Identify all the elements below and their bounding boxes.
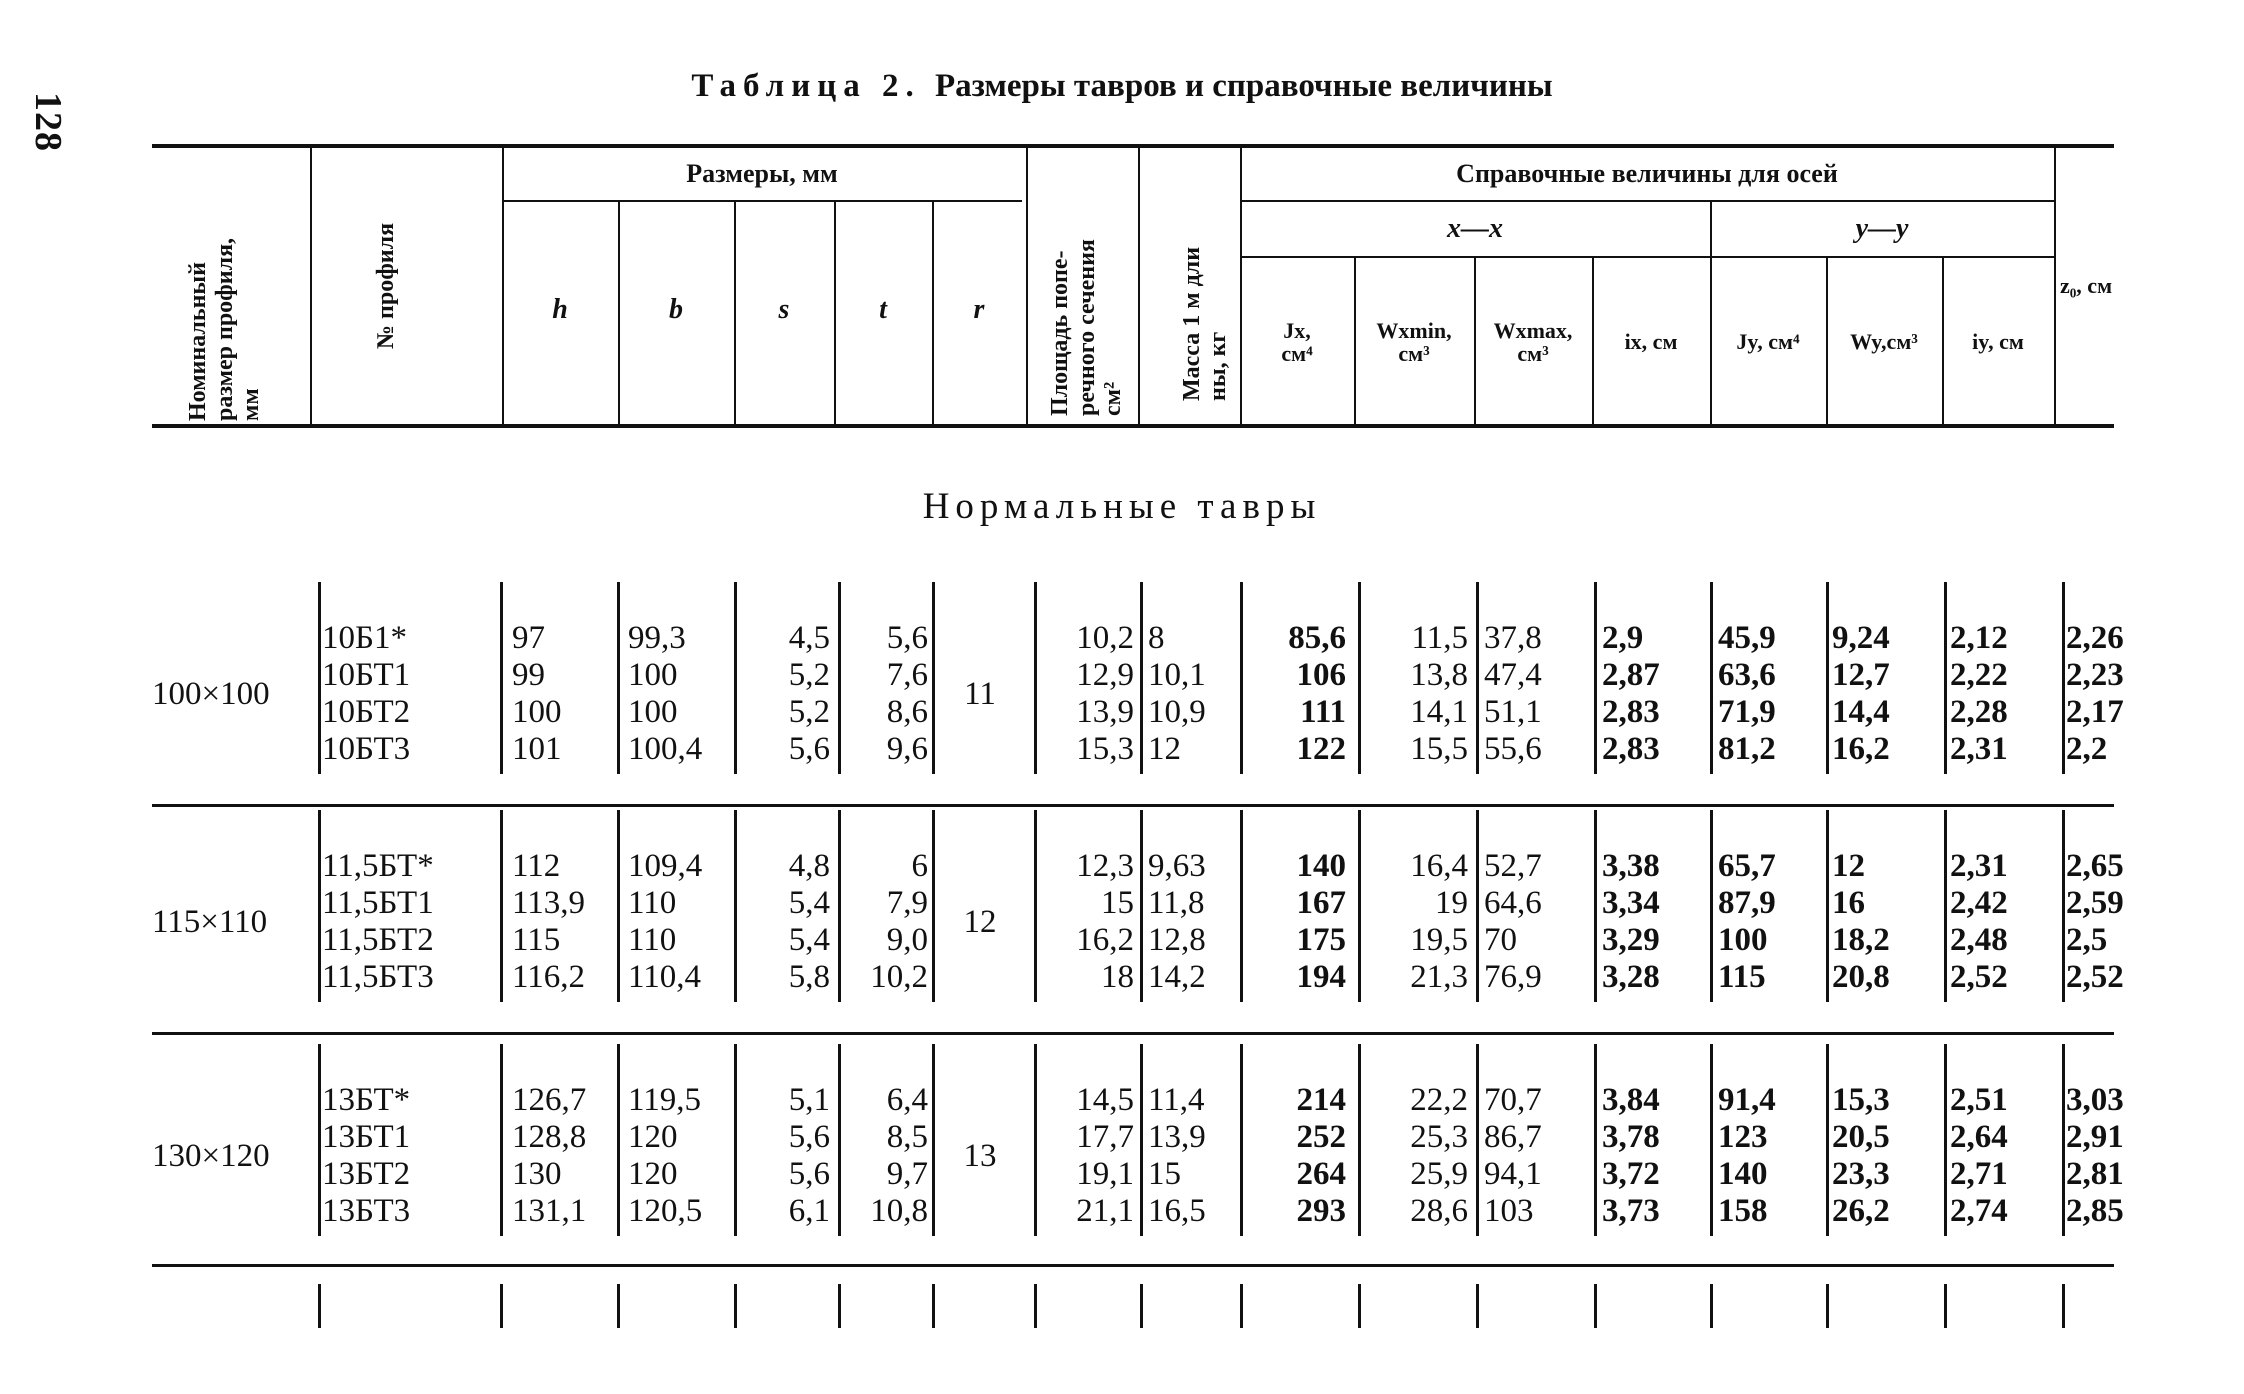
table-cell-wy: 20,8 xyxy=(1832,959,1890,995)
table-cell-jx: 106 xyxy=(1296,657,1346,693)
table-cell-area: 16,2 xyxy=(1076,922,1134,958)
table-cell-iy: 2,52 xyxy=(1950,959,2008,995)
table-cell-profile: 11,5БТ* xyxy=(322,848,434,884)
table-cell-jx: 85,6 xyxy=(1288,620,1346,656)
column-separator xyxy=(1944,1044,1947,1236)
column-separator xyxy=(1944,582,1947,774)
table-cell-t: 9,0 xyxy=(886,922,928,958)
table-cell-iy: 2,71 xyxy=(1950,1156,2008,1192)
table-cell-iy: 2,42 xyxy=(1950,885,2008,921)
table-cell-jx: 194 xyxy=(1296,959,1346,995)
table-cell-area: 12,9 xyxy=(1076,657,1134,693)
header-divider xyxy=(310,146,312,424)
table-cell-t: 10,2 xyxy=(870,959,928,995)
column-separator xyxy=(838,810,841,1002)
column-separator xyxy=(1710,582,1713,774)
table-cell-wxmin: 28,6 xyxy=(1410,1193,1468,1229)
table-cell-wxmin: 25,9 xyxy=(1410,1156,1468,1192)
table-cell-profile: 10Б1* xyxy=(322,620,407,656)
table-cell-profile: 11,5БТ2 xyxy=(322,922,434,958)
table-cell-t: 6 xyxy=(911,848,928,884)
column-separator xyxy=(1140,810,1143,1002)
dimensions-subrule xyxy=(502,200,1022,202)
column-separator xyxy=(1944,1284,1947,1328)
table-cell-z0: 2,2 xyxy=(2066,731,2108,767)
group-radius-r: 11 xyxy=(964,675,996,712)
table-cell-t: 7,9 xyxy=(886,885,928,921)
table-cell-s: 6,1 xyxy=(788,1193,830,1229)
table-cell-s: 5,6 xyxy=(788,1119,830,1155)
column-separator xyxy=(1034,1284,1037,1328)
column-separator xyxy=(1594,810,1597,1002)
table-cell-z0: 3,03 xyxy=(2066,1082,2124,1118)
column-separator xyxy=(500,582,503,774)
table-cell-profile: 10БТ1 xyxy=(322,657,411,693)
column-separator xyxy=(932,1284,935,1328)
table-cell-h: 130 xyxy=(512,1156,562,1192)
table-cell-iy: 2,31 xyxy=(1950,848,2008,884)
table-cell-b: 110 xyxy=(628,885,677,921)
table-cell-wxmin: 21,3 xyxy=(1410,959,1468,995)
table-cell-jy: 158 xyxy=(1718,1193,1768,1229)
table-cell-wxmax: 55,6 xyxy=(1484,731,1542,767)
table-cell-wxmax: 51,1 xyxy=(1484,694,1542,730)
table-cell-area: 19,1 xyxy=(1076,1156,1134,1192)
table-cell-s: 5,8 xyxy=(788,959,830,995)
table-cell-jx: 175 xyxy=(1296,922,1346,958)
table-cell-s: 5,4 xyxy=(788,922,830,958)
header-cross-section-area: Площадь попе- речного сечения см² xyxy=(1047,239,1127,416)
table-cell-wy: 15,3 xyxy=(1832,1082,1890,1118)
table-cell-h: 99 xyxy=(512,657,545,693)
table-cell-profile: 11,5БТ1 xyxy=(322,885,434,921)
table-cell-wxmin: 16,4 xyxy=(1410,848,1468,884)
table-cell-z0: 2,81 xyxy=(2066,1156,2124,1192)
table-cell-h: 97 xyxy=(512,620,545,656)
column-separator xyxy=(500,1044,503,1236)
table-cell-wxmin: 11,5 xyxy=(1411,620,1468,656)
column-separator xyxy=(1240,1044,1243,1236)
table-cell-wxmin: 19,5 xyxy=(1410,922,1468,958)
table-cell-b: 100 xyxy=(628,694,678,730)
column-separator xyxy=(932,1044,935,1236)
table-cell-h: 112 xyxy=(512,848,561,884)
column-separator xyxy=(2062,1044,2065,1236)
table-cell-ix: 3,29 xyxy=(1602,922,1660,958)
table-cell-area: 10,2 xyxy=(1076,620,1134,656)
column-separator xyxy=(838,1284,841,1328)
table-cell-profile: 13БТ1 xyxy=(322,1119,411,1155)
header-dim-r: r xyxy=(973,294,985,325)
table-cell-jy: 87,9 xyxy=(1718,885,1776,921)
table-cell-ix: 3,78 xyxy=(1602,1119,1660,1155)
table-cell-jx: 140 xyxy=(1296,848,1346,884)
table-cell-z0: 2,17 xyxy=(2066,694,2124,730)
header-wy: Wy,см³ xyxy=(1850,329,1918,355)
header-iy: iy, см xyxy=(1972,329,2024,355)
table-cell-wxmax: 37,8 xyxy=(1484,620,1542,656)
table-cell-profile: 10БТ3 xyxy=(322,731,411,767)
table-cell-mass: 11,4 xyxy=(1148,1082,1205,1118)
page-number: 128 xyxy=(27,92,69,152)
column-separator xyxy=(734,1284,737,1328)
table-cell-mass: 12 xyxy=(1148,731,1181,767)
column-separator xyxy=(734,1044,737,1236)
table-cell-jx: 293 xyxy=(1296,1193,1346,1229)
header-ix: ix, см xyxy=(1624,329,1678,355)
table-cell-t: 8,5 xyxy=(886,1119,928,1155)
table-cell-s: 5,2 xyxy=(788,694,830,730)
table-cell-ix: 3,84 xyxy=(1602,1082,1660,1118)
header-dim-h: h xyxy=(552,294,568,325)
table-cell-area: 14,5 xyxy=(1076,1082,1134,1118)
column-separator xyxy=(734,582,737,774)
header-axis-xx: x—x xyxy=(1447,213,1503,244)
table-cell-wxmin: 13,8 xyxy=(1410,657,1468,693)
table-cell-t: 9,7 xyxy=(886,1156,928,1192)
column-separator xyxy=(617,810,620,1002)
table-cell-t: 7,6 xyxy=(886,657,928,693)
table-cell-mass: 13,9 xyxy=(1148,1119,1206,1155)
header-wx-max: Wxmax, см³ xyxy=(1493,317,1573,366)
caption-lead: Таблица 2. xyxy=(691,68,921,104)
group-nominal-size: 100×100 xyxy=(152,675,270,712)
table-cell-mass: 16,5 xyxy=(1148,1193,1206,1229)
table-cell-jy: 140 xyxy=(1718,1156,1768,1192)
column-separator xyxy=(1476,810,1479,1002)
header-z0: z₀, см xyxy=(2059,273,2113,299)
table-cell-h: 126,7 xyxy=(512,1082,587,1118)
table-cell-h: 131,1 xyxy=(512,1193,587,1229)
column-separator xyxy=(500,810,503,1002)
header-axis-yy: y—y xyxy=(1855,213,1909,244)
table-cell-iy: 2,64 xyxy=(1950,1119,2008,1155)
table-cell-iy: 2,48 xyxy=(1950,922,2008,958)
table-cell-mass: 15 xyxy=(1148,1156,1181,1192)
column-separator xyxy=(1240,582,1243,774)
table-cell-profile: 13БТ3 xyxy=(322,1193,411,1229)
column-separator xyxy=(318,810,321,1002)
table-cell-area: 15,3 xyxy=(1076,731,1134,767)
header-reference-group: Справочные величины для осей xyxy=(1456,159,1838,188)
table-cell-z0: 2,23 xyxy=(2066,657,2124,693)
table-cell-jx: 122 xyxy=(1296,731,1346,767)
table-cell-mass: 12,8 xyxy=(1148,922,1206,958)
table-cell-iy: 2,31 xyxy=(1950,731,2008,767)
table-cell-t: 10,8 xyxy=(870,1193,928,1229)
table-cell-profile: 13БТ2 xyxy=(322,1156,411,1192)
table-cell-s: 5,2 xyxy=(788,657,830,693)
table-cell-b: 119,5 xyxy=(628,1082,702,1118)
table-cell-iy: 2,74 xyxy=(1950,1193,2008,1229)
column-separator xyxy=(1034,582,1037,774)
table-cell-z0: 2,65 xyxy=(2066,848,2124,884)
table-cell-z0: 2,5 xyxy=(2066,922,2108,958)
table-cell-area: 12,3 xyxy=(1076,848,1134,884)
table-cell-mass: 9,63 xyxy=(1148,848,1206,884)
table-cell-ix: 3,28 xyxy=(1602,959,1660,995)
table-cell-mass: 14,2 xyxy=(1148,959,1206,995)
header-dim-s: s xyxy=(778,294,790,325)
table-cell-wxmax: 70 xyxy=(1484,922,1517,958)
caption-text: Размеры тавров и справочные величины xyxy=(934,68,1553,104)
table-cell-wy: 18,2 xyxy=(1832,922,1890,958)
table-cell-t: 5,6 xyxy=(886,620,928,656)
table-cell-wxmin: 25,3 xyxy=(1410,1119,1468,1155)
table-cell-wy: 20,5 xyxy=(1832,1119,1890,1155)
table-cell-z0: 2,85 xyxy=(2066,1193,2124,1229)
table-cell-iy: 2,22 xyxy=(1950,657,2008,693)
group-bottom-rule xyxy=(152,804,2114,807)
table-cell-h: 115 xyxy=(512,922,561,958)
table-caption xyxy=(0,68,2244,105)
section-title: Нормальные тавры xyxy=(922,486,1322,527)
header-jy: Jy, см⁴ xyxy=(1736,329,1800,355)
table-cell-ix: 3,72 xyxy=(1602,1156,1660,1192)
column-separator xyxy=(1140,1044,1143,1236)
table-cell-jx: 214 xyxy=(1296,1082,1346,1118)
table-cell-wy: 23,3 xyxy=(1832,1156,1890,1192)
column-separator xyxy=(1358,1044,1361,1236)
column-separator xyxy=(617,582,620,774)
table-cell-ix: 3,73 xyxy=(1602,1193,1660,1229)
table-cell-s: 5,6 xyxy=(788,1156,830,1192)
table-cell-ix: 3,38 xyxy=(1602,848,1660,884)
column-separator xyxy=(1476,1044,1479,1236)
table-cell-b: 110,4 xyxy=(628,959,702,995)
column-separator xyxy=(1594,1284,1597,1328)
table-cell-jy: 63,6 xyxy=(1718,657,1776,693)
group-radius-r: 13 xyxy=(963,1137,997,1174)
table-cell-wxmax: 70,7 xyxy=(1484,1082,1542,1118)
table-cell-jy: 81,2 xyxy=(1718,731,1776,767)
column-separator xyxy=(1826,1044,1829,1236)
table-cell-wy: 16,2 xyxy=(1832,731,1890,767)
table-cell-jy: 91,4 xyxy=(1718,1082,1776,1118)
column-separator xyxy=(1358,1284,1361,1328)
table-cell-jy: 123 xyxy=(1718,1119,1768,1155)
column-separator xyxy=(1476,1284,1479,1328)
table-cell-wxmax: 86,7 xyxy=(1484,1119,1542,1155)
table-cell-wy: 9,24 xyxy=(1832,620,1890,656)
group-bottom-rule xyxy=(152,1032,2114,1035)
group-nominal-size: 130×120 xyxy=(152,1137,270,1174)
column-separator xyxy=(1710,1284,1713,1328)
header-wx-min: Wxmin, см³ xyxy=(1376,317,1452,366)
table-cell-z0: 2,26 xyxy=(2066,620,2124,656)
table-cell-b: 109,4 xyxy=(628,848,703,884)
column-separator xyxy=(1140,1284,1143,1328)
column-separator xyxy=(1710,1044,1713,1236)
table-cell-s: 4,5 xyxy=(788,620,830,656)
table-cell-wy: 12,7 xyxy=(1832,657,1890,693)
column-separator xyxy=(1826,582,1829,774)
table-cell-s: 5,6 xyxy=(788,731,830,767)
header-profile-number: № профиля xyxy=(372,222,399,350)
table-cell-jx: 111 xyxy=(1300,694,1346,730)
group-bottom-rule xyxy=(152,1264,2114,1267)
column-separator xyxy=(734,810,737,1002)
header-jx: Jx, см⁴ xyxy=(1281,317,1313,366)
table-cell-s: 5,1 xyxy=(788,1082,830,1118)
header-dimensions-group: Размеры, мм xyxy=(686,159,838,188)
header-nominal-size: Номинальный размер профиля, мм xyxy=(185,237,265,421)
table-cell-wxmin: 14,1 xyxy=(1410,694,1468,730)
table-cell-wy: 14,4 xyxy=(1832,694,1890,730)
group-radius-r: 12 xyxy=(963,903,997,940)
table-cell-s: 4,8 xyxy=(788,848,830,884)
table-cell-area: 18 xyxy=(1101,959,1134,995)
table-cell-z0: 2,91 xyxy=(2066,1119,2124,1155)
table-cell-t: 9,6 xyxy=(886,731,928,767)
table-cell-wxmax: 52,7 xyxy=(1484,848,1542,884)
table-cell-mass: 10,1 xyxy=(1148,657,1206,693)
table-cell-b: 100,4 xyxy=(628,731,703,767)
table-cell-profile: 10БТ2 xyxy=(322,694,411,730)
table-cell-t: 8,6 xyxy=(886,694,928,730)
table-cell-t: 6,4 xyxy=(886,1082,928,1118)
column-separator xyxy=(1594,582,1597,774)
table-cell-ix: 2,83 xyxy=(1602,731,1660,767)
table-cell-area: 21,1 xyxy=(1076,1193,1134,1229)
table-cell-mass: 8 xyxy=(1148,620,1165,656)
table-cell-b: 110 xyxy=(628,922,677,958)
column-separator xyxy=(932,810,935,1002)
table-cell-mass: 11,8 xyxy=(1148,885,1205,921)
table-cell-jy: 71,9 xyxy=(1718,694,1776,730)
table-cell-b: 99,3 xyxy=(628,620,686,656)
header-divider xyxy=(1026,146,1028,424)
column-separator xyxy=(1140,582,1143,774)
table-cell-jy: 65,7 xyxy=(1718,848,1776,884)
column-separator xyxy=(2062,1284,2065,1328)
table-cell-b: 120 xyxy=(628,1156,678,1192)
table-cell-wxmax: 103 xyxy=(1484,1193,1534,1229)
table-cell-area: 17,7 xyxy=(1076,1119,1134,1155)
column-separator xyxy=(318,582,321,774)
table-cell-jx: 167 xyxy=(1296,885,1346,921)
column-separator xyxy=(838,1044,841,1236)
column-separator xyxy=(1240,1284,1243,1328)
column-separator xyxy=(1826,810,1829,1002)
table-cell-wxmin: 22,2 xyxy=(1410,1082,1468,1118)
table-cell-wy: 16 xyxy=(1832,885,1865,921)
column-separator xyxy=(1594,1044,1597,1236)
header-bottom-rule xyxy=(152,424,2114,428)
table-cell-iy: 2,12 xyxy=(1950,620,2008,656)
column-separator xyxy=(2062,582,2065,774)
column-separator xyxy=(838,582,841,774)
column-separator xyxy=(617,1044,620,1236)
column-separator xyxy=(617,1284,620,1328)
column-separator xyxy=(932,582,935,774)
table-cell-jy: 100 xyxy=(1718,922,1768,958)
table-cell-h: 100 xyxy=(512,694,562,730)
table-cell-h: 116,2 xyxy=(512,959,586,995)
table-cell-h: 113,9 xyxy=(512,885,586,921)
column-separator xyxy=(500,1284,503,1328)
axis-subrule xyxy=(1240,256,2054,258)
table-cell-jy: 45,9 xyxy=(1718,620,1776,656)
column-separator xyxy=(1358,810,1361,1002)
table-cell-jx: 252 xyxy=(1296,1119,1346,1155)
column-separator xyxy=(1034,810,1037,1002)
table-cell-ix: 2,87 xyxy=(1602,657,1660,693)
table-cell-area: 15 xyxy=(1101,885,1134,921)
column-separator xyxy=(1710,810,1713,1002)
table-cell-h: 101 xyxy=(512,731,562,767)
table-cell-area: 13,9 xyxy=(1076,694,1134,730)
table-cell-profile: 11,5БТ3 xyxy=(322,959,434,995)
column-separator xyxy=(1476,582,1479,774)
table-cell-wxmax: 47,4 xyxy=(1484,657,1542,693)
table-cell-wy: 12 xyxy=(1832,848,1865,884)
table-cell-z0: 2,59 xyxy=(2066,885,2124,921)
table-cell-wxmin: 19 xyxy=(1435,885,1468,921)
table-cell-z0: 2,52 xyxy=(2066,959,2124,995)
column-separator xyxy=(1034,1044,1037,1236)
header-dim-t: t xyxy=(879,294,887,325)
column-separator xyxy=(2062,810,2065,1002)
header-dim-b: b xyxy=(669,294,683,325)
table-cell-iy: 2,28 xyxy=(1950,694,2008,730)
table-cell-wy: 26,2 xyxy=(1832,1193,1890,1229)
table-cell-jy: 115 xyxy=(1718,959,1766,995)
table-cell-b: 120,5 xyxy=(628,1193,703,1229)
group-nominal-size: 115×110 xyxy=(152,903,268,940)
table-cell-ix: 3,34 xyxy=(1602,885,1660,921)
table-cell-wxmax: 94,1 xyxy=(1484,1156,1542,1192)
table-cell-mass: 10,9 xyxy=(1148,694,1206,730)
table-cell-ix: 2,9 xyxy=(1602,620,1644,656)
table-cell-wxmax: 76,9 xyxy=(1484,959,1542,995)
table-cell-s: 5,4 xyxy=(788,885,830,921)
header-mass-per-meter: Масса 1 м дли ны, кг xyxy=(1178,246,1231,401)
table-cell-b: 100 xyxy=(628,657,678,693)
column-separator xyxy=(1240,810,1243,1002)
table-cell-iy: 2,51 xyxy=(1950,1082,2008,1118)
table-cell-b: 120 xyxy=(628,1119,678,1155)
table-cell-profile: 13БТ* xyxy=(322,1082,411,1118)
table-cell-h: 128,8 xyxy=(512,1119,587,1155)
column-separator xyxy=(318,1044,321,1236)
column-separator xyxy=(1826,1284,1829,1328)
table-cell-ix: 2,83 xyxy=(1602,694,1660,730)
table-cell-wxmin: 15,5 xyxy=(1410,731,1468,767)
column-separator xyxy=(1358,582,1361,774)
table-cell-jx: 264 xyxy=(1296,1156,1346,1192)
table-cell-wxmax: 64,6 xyxy=(1484,885,1542,921)
column-separator xyxy=(318,1284,321,1328)
column-separator xyxy=(1944,810,1947,1002)
